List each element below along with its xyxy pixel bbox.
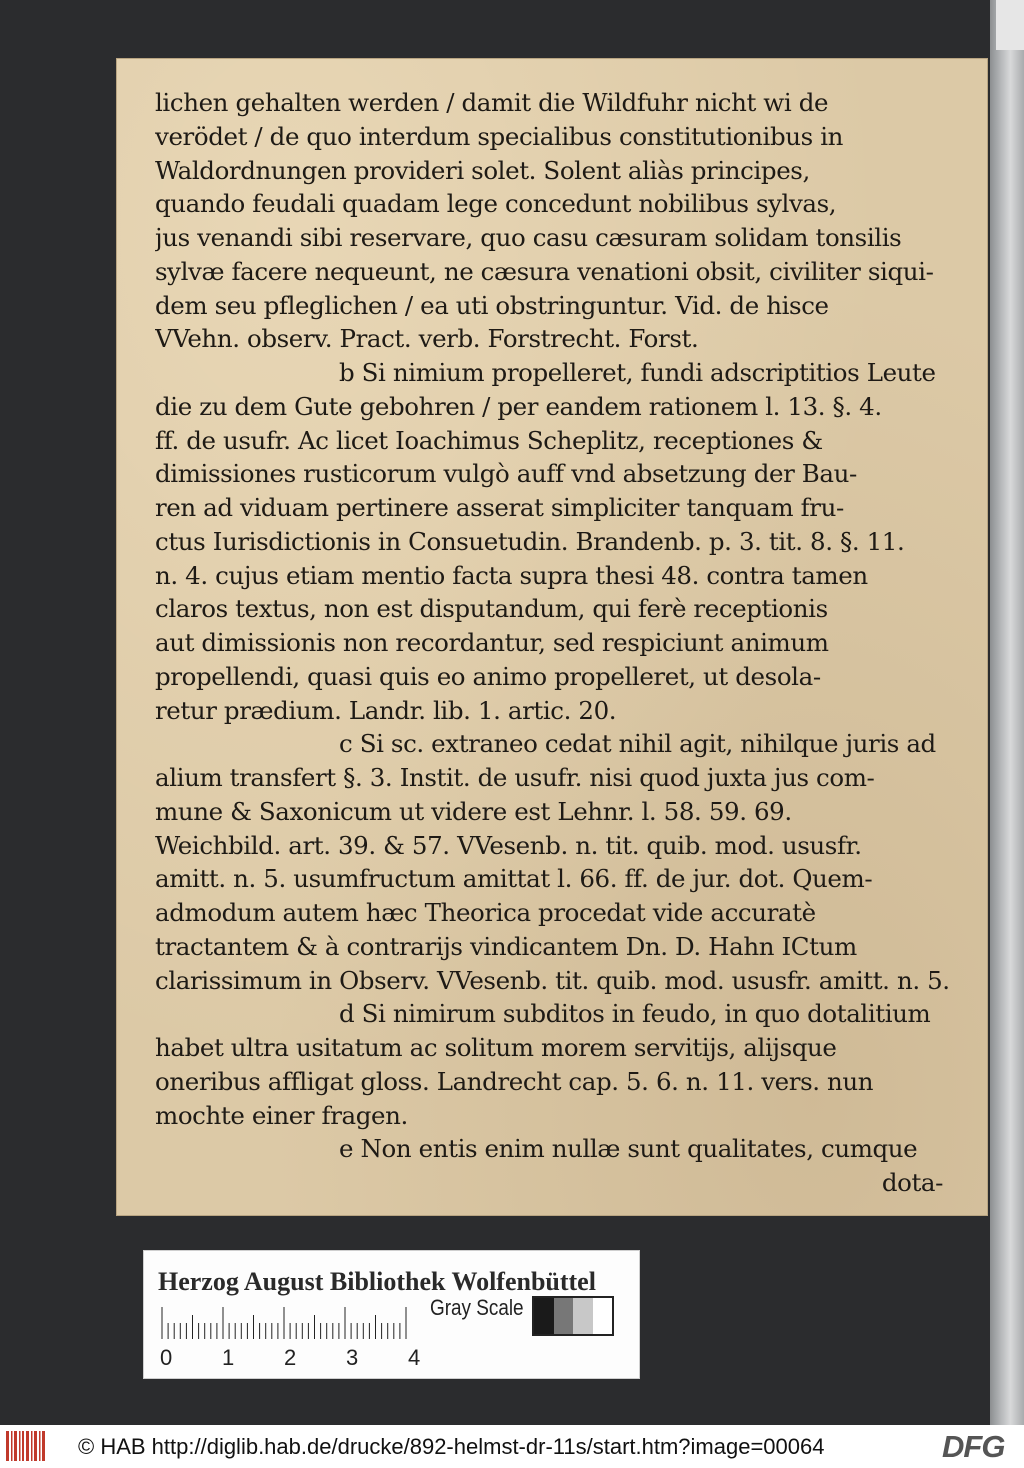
text-line: tractantem & à contrarijs vindicantem Dn. D. Hahn ICtum	[155, 931, 857, 961]
text-line: oneribus affligat gloss. Landrecht cap. 5. 6. n. 11. vers. nun	[155, 1066, 874, 1096]
ruler-number: 0	[160, 1345, 173, 1370]
text-line: Waldordnungen provideri solet. Solent aliàs principes,	[155, 155, 810, 185]
gray-scale-swatches	[532, 1296, 614, 1336]
text-line: dimissiones rusticorum vulgò auff vnd absetzung der Bau-	[155, 459, 857, 489]
ruler-number: 2	[284, 1345, 297, 1370]
library-label-card	[143, 1250, 640, 1379]
text-line: sylvæ facere nequeunt, ne cæsura venationi obsit, civiliter siqui-	[155, 256, 934, 286]
text-line: mune & Saxonicum ut videre est Lehnr. l. 58. 59. 69.	[155, 796, 792, 826]
ruler-number: 1	[222, 1345, 235, 1370]
text-line: dota-	[881, 1168, 943, 1197]
text-line: amitt. n. 5. usumfructum amittat l. 66. ff. de jur. dot. Quem-	[155, 864, 873, 894]
gray-swatch	[534, 1298, 554, 1334]
text-line: claros textus, non est disputandum, qui ferè receptionis	[155, 594, 828, 624]
text-line: die zu dem Gute gebohren / per eandem rationem l. 13. §. 4.	[155, 391, 882, 421]
binding-edge	[990, 0, 1024, 1425]
text-line: alium transfert §. 3. Instit. de usufr. nisi quod juxta jus com-	[155, 763, 875, 792]
measurement-ruler	[160, 1307, 408, 1339]
ruler-number: 3	[346, 1345, 359, 1370]
text-line: retur prædium. Landr. lib. 1. artic. 20.	[155, 695, 617, 725]
ruler-numbers	[160, 1345, 420, 1371]
text-line: aut dimissionis non recordantur, sed respiciunt animum	[155, 628, 829, 657]
dfg-logo: DFG	[942, 1429, 1005, 1464]
text-line: verödet / de quo interdum specialibus constitutionibus in	[155, 121, 844, 151]
footer-bar	[0, 1425, 1024, 1468]
text-line: propellendi, quasi quis eo animo propelleret, ut desola-	[155, 661, 821, 691]
text-line: c Si sc. extraneo cedat nihil agit, nihilque juris ad	[339, 729, 936, 759]
text-line: d Si nimirum subditos in feudo, in quo dotalitium	[339, 999, 931, 1029]
ruler-ticks	[160, 1307, 408, 1339]
text-line: quando feudali quadam lege concedunt nobilibus sylvas,	[155, 189, 837, 219]
text-line: clarissimum in Observ. VVesenb. tit. quib. mod. ususfr. amitt. n. 5.	[155, 965, 950, 995]
page-text	[155, 86, 955, 1200]
text-line: ff. de usufr. Ac licet Ioachimus Scheplitz, receptiones &	[155, 425, 823, 455]
ruler-number: 4	[408, 1345, 421, 1370]
text-line: lichen gehalten werden / damit die Wildfuhr nicht wi de	[155, 88, 829, 117]
text-line: mochte einer fragen.	[155, 1100, 408, 1130]
text-line: n. 4. cujus etiam mentio facta supra thesi 48. contra tamen	[155, 560, 868, 590]
gray-swatch	[573, 1298, 593, 1334]
gray-scale-label: Gray Scale	[430, 1295, 524, 1320]
citation-link[interactable]: © HAB http://diglib.hab.de/drucke/892-helmst-dr-11s/start.htm?image=00064	[78, 1434, 825, 1459]
gray-swatch	[554, 1298, 574, 1334]
text-line: Weichbild. art. 39. & 57. VVesenb. n. tit. quib. mod. ususfr.	[155, 830, 862, 860]
text-line: admodum autem hæc Theorica procedat vide accuratè	[155, 898, 816, 927]
library-name: Herzog August Bibliothek Wolfenbüttel	[158, 1267, 596, 1296]
text-line: dem seu pfleglichen / ea uti obstringuntur. Vid. de hisce	[155, 290, 829, 320]
text-line: ren ad viduam pertinere asserat simpliciter tanquam fru-	[155, 493, 844, 522]
barcode-icon	[6, 1431, 46, 1461]
gray-swatch	[593, 1298, 613, 1334]
text-line: jus venandi sibi reservare, quo casu cæsuram solidam tonsilis	[155, 223, 902, 252]
text-line: e Non entis enim nullæ sunt qualitates, cumque	[339, 1134, 918, 1164]
text-line: habet ultra usitatum ac solitum morem servitijs, alijsque	[155, 1033, 837, 1062]
binding-edge-top	[996, 0, 1024, 50]
text-line: ctus Iurisdictionis in Consuetudin. Brandenb. p. 3. tit. 8. §. 11.	[155, 526, 905, 556]
text-line: VVehn. observ. Pract. verb. Forstrecht. Forst.	[155, 324, 699, 354]
text-line: b Si nimium propelleret, fundi adscriptitios Leute	[339, 358, 936, 387]
